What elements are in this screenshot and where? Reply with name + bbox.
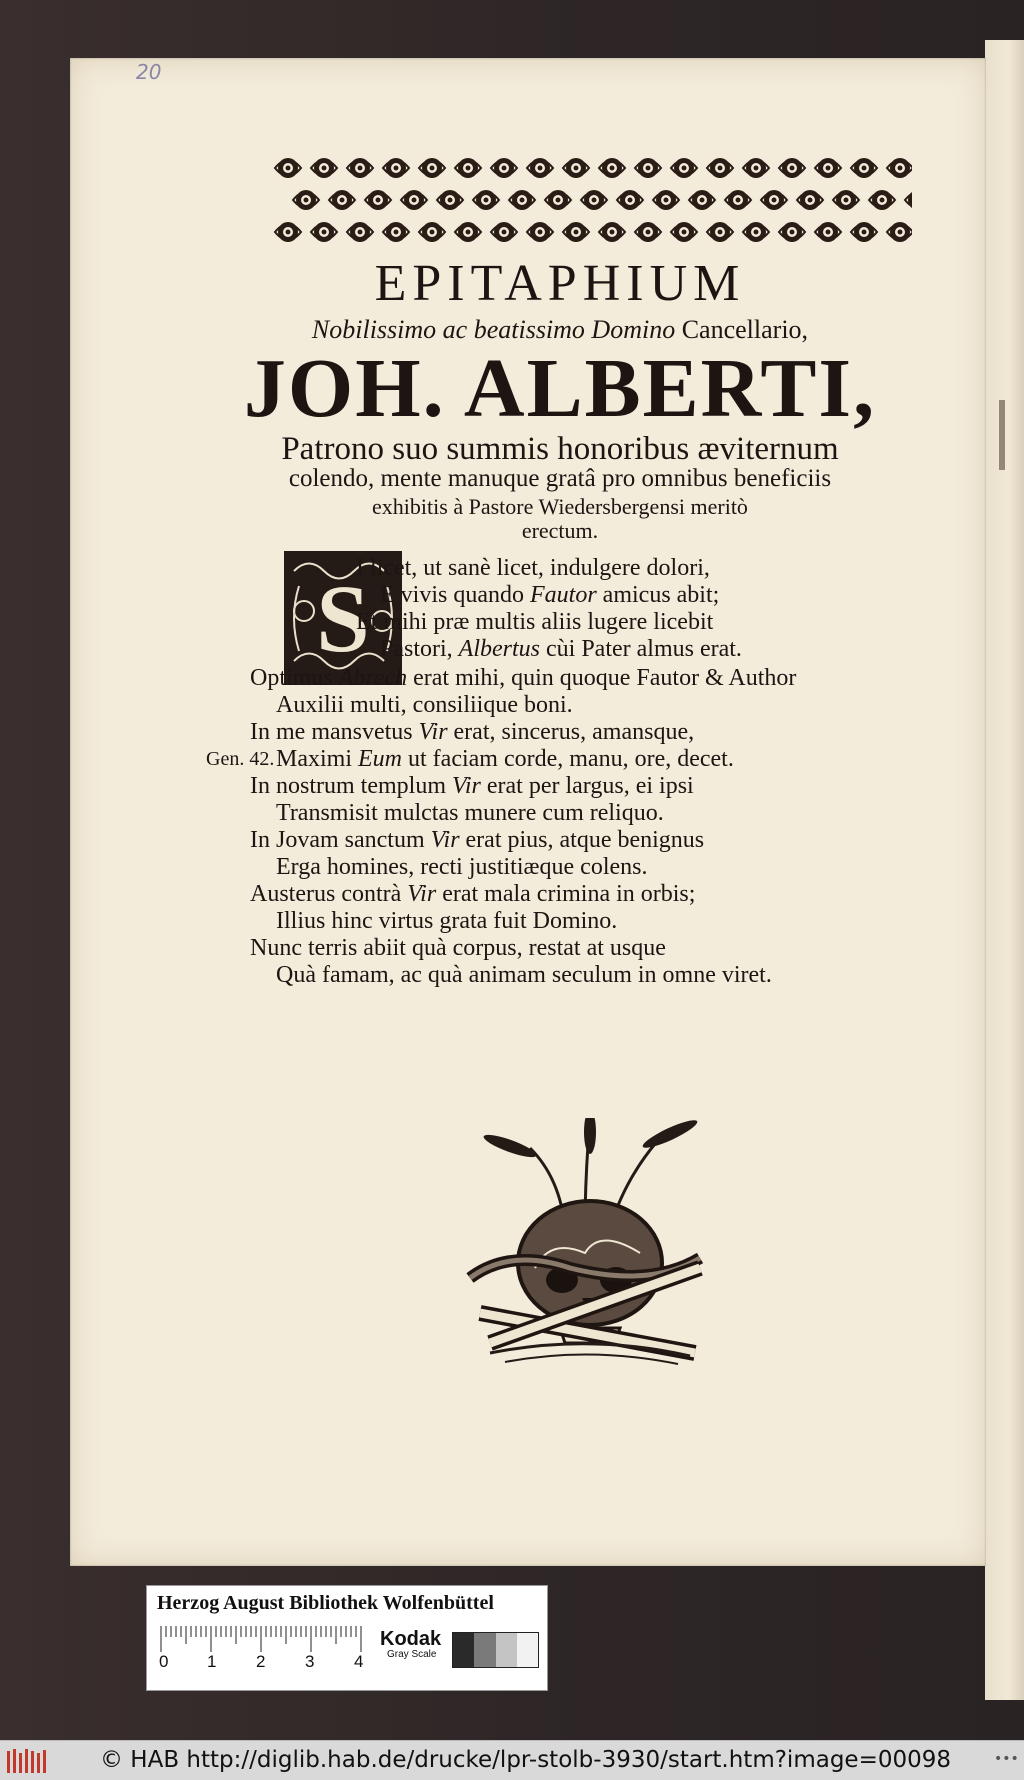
verse-line: Illius hinc virtus grata fuit Domino.: [276, 908, 618, 934]
verse-line: In Jovam sanctum Vir erat pius, atque benignus: [250, 827, 705, 853]
dedication-roman: Cancellario,: [681, 315, 809, 344]
verse-line: I licet, ut sanè licet, indulgere dolori,: [356, 555, 710, 581]
verse-line: Transmisit mulctas munere cum reliquo.: [276, 800, 664, 826]
ruler-number: 2: [256, 1652, 266, 1671]
ruler-number: 1: [207, 1652, 217, 1671]
verse-line: Et mihi præ multis aliis lugere licebit: [356, 609, 714, 635]
verse-line: Maximi Eum ut faciam corde, manu, ore, decet.: [276, 746, 734, 772]
margin-note-genesis: Gen. 42.: [206, 748, 275, 770]
drop-cap-letter: S: [316, 565, 370, 672]
gray-swatches: [452, 1632, 539, 1668]
document-page: [70, 58, 986, 1566]
footer-bar: [0, 1740, 1024, 1780]
verse-line: In me mansvetus Vir erat, sincerus, amansque,: [250, 719, 695, 745]
patron-line: Patrono suo summis honoribus æviternum: [281, 431, 839, 467]
ruler-number: 0: [159, 1652, 169, 1671]
exhibitis-line: exhibitis à Pastore Wiedersbergensi meritò: [372, 494, 748, 519]
ruler-number: 3: [305, 1652, 315, 1671]
ornamental-border-band: [270, 150, 912, 250]
hab-logo-icon: [6, 1747, 48, 1775]
honoree-name: JOH. ALBERTI,: [243, 342, 877, 435]
verse-line: Nunc terris abiit quà corpus, restat at usque: [250, 935, 666, 961]
color-scale-card: [146, 1585, 548, 1691]
footer-dots-icon: •••: [994, 1751, 1019, 1767]
verse-line: Pastori, Albertus cùi Pater almus erat.: [380, 636, 742, 662]
verse-line: In nostrum templum Vir erat per largus, ei ipsi: [250, 773, 694, 799]
footer-url-text: © HAB http://diglib.hab.de/drucke/lpr-stolb-3930/start.htm?image=00098: [100, 1747, 952, 1773]
kodak-logo-text: Kodak: [380, 1628, 442, 1650]
folio-number: 20: [136, 60, 162, 84]
verse-line: Auxilii multi, consiliique boni.: [276, 692, 573, 718]
adjacent-page-edge: [985, 40, 1024, 1700]
verse-line: Austerus contrà Vir erat mala crimina in orbis;: [250, 881, 696, 907]
verse-line: E vivis quando Fautor amicus abit;: [380, 582, 720, 608]
library-name: Herzog August Bibliothek Wolfenbüttel: [157, 1592, 494, 1614]
skull-and-wheat-emblem: [450, 1118, 730, 1368]
colendo-line: colendo, mente manuque gratâ pro omnibus beneficiis: [288, 465, 832, 492]
dedication-italic: Nobilissimo ac beatissimo Domino: [311, 315, 676, 344]
gray-scale-label: Gray Scale: [387, 1649, 437, 1660]
verse-line: Optimus Abrech erat mihi, quin quoque Fautor & Author: [250, 665, 797, 691]
ruler-number: 4: [354, 1652, 364, 1671]
epitaph-title: EPITAPHIUM: [374, 255, 746, 312]
verse-line: Quà famam, ac quà animam seculum in omne viret.: [276, 962, 772, 988]
verse-line: Erga homines, recti justitiæque colens.: [276, 854, 648, 880]
erectum-line: erectum.: [521, 518, 599, 543]
